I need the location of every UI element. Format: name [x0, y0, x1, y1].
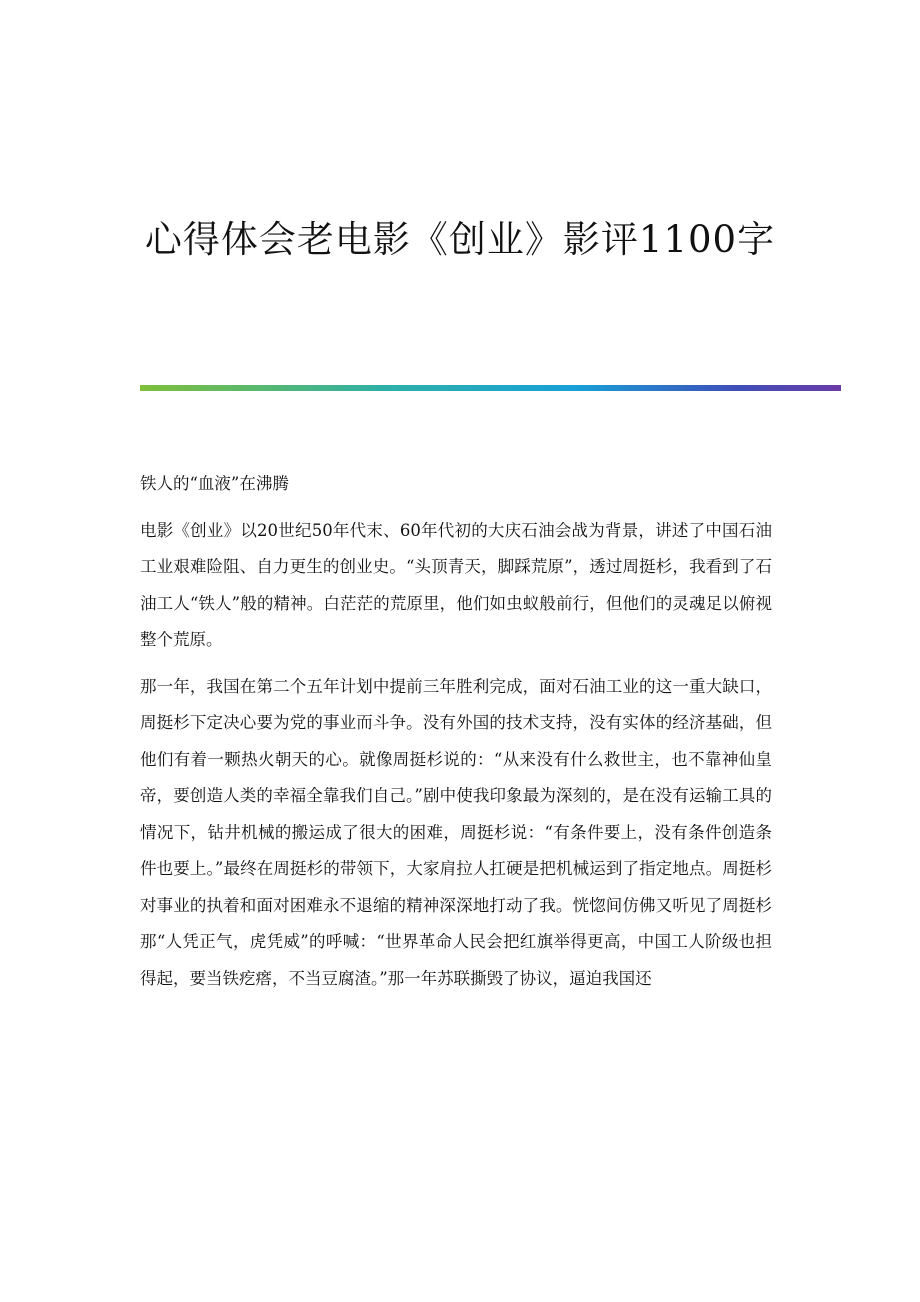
- paragraph-1: 电影《创业》以20世纪50年代末、60年代初的大庆石油会战为背景，讲述了中国石油工业艰难险阻、自力更生的创业史。“头顶青天，脚踩荒原”，透过周挺杉，我看到了石油工人“铁人”般的精神。白茫茫的荒原里，他们如虫蚁般前行，但他们的灵魂足以俯视整个荒原。: [140, 520, 772, 649]
- document-body: [140, 466, 772, 1007]
- section-heading: 铁人的“血液”在沸腾: [140, 474, 289, 493]
- paragraph-2: 那一年，我国在第二个五年计划中提前三年胜利完成，面对石油工业的这一重大缺口，周挺杉下定决心要为党的事业而斗争。没有外国的技术支持，没有实体的经济基础，但他们有着一颗热火朝天的心。就像周挺杉说的：“从来没有什么救世主，也不靠神仙皇帝，要创造人类的幸福全靠我们自己。”剧中使我印象最为深刻的，是在没有运输工具的情况下，钻井机械的搬运成了很大的困难，周挺杉说：“有条件要上，没有条件创造条件也要上。”最终在周挺杉的带领下，大家肩拉人扛硬是把机械运到了指定地点。周挺杉对事业的执着和面对困难永不退缩的精神深深地打动了我。恍惚间仿佛又听见了周挺杉那“人凭正气，虎凭威”的呼喊：“世界革命人民会把红旗举得更高，中国工人阶级也担得起，要当铁疙瘩，不当豆腐渣。”那一年苏联撕毁了协议，逼迫我国还: [140, 676, 772, 988]
- title-divider: [140, 385, 841, 391]
- document-title: 心得体会老电影《创业》影评1100字: [144, 218, 776, 261]
